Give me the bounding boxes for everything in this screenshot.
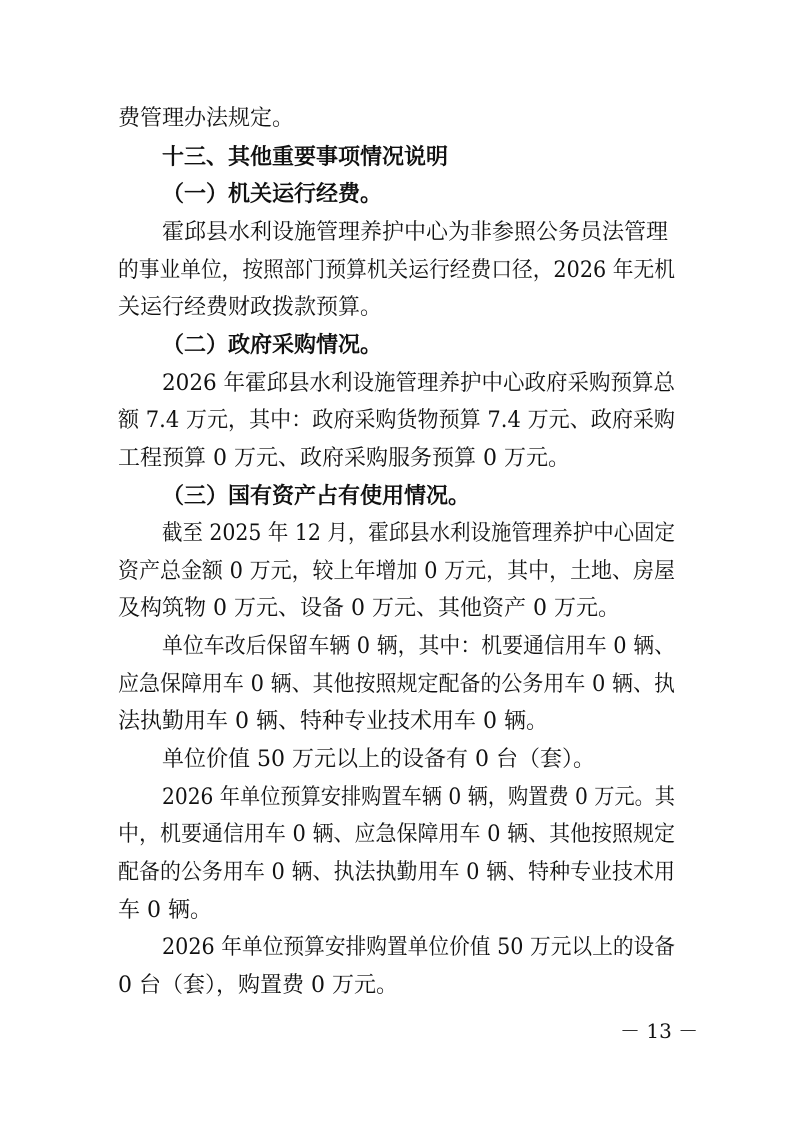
text-line: 资产总金额 0 万元，较上年增加 0 万元，其中，土地、房屋 <box>118 559 675 584</box>
text-line: 及构筑物 0 万元、设备 0 万元、其他资产 0 万元。 <box>118 596 620 621</box>
text-line: 配备的公务用车 0 辆、执法执勤用车 0 辆、特种专业技术用 <box>118 860 675 885</box>
text-line: 单位价值 50 万元以上的设备有 0 台（套）。 <box>162 747 595 772</box>
text-line: （一）机关运行经费。 <box>162 182 383 207</box>
text-line: 中，机要通信用车 0 辆、应急保障用车 0 辆、其他按照规定 <box>118 822 675 847</box>
text-line: 截至 2025 年 12 月，霍邱县水利设施管理养护中心固定 <box>162 521 675 546</box>
text-line: （二）政府采购情况。 <box>162 333 383 358</box>
text-line: 2026 年单位预算安排购置车辆 0 辆，购置费 0 万元。其 <box>162 785 676 810</box>
text-line: 0 台（套），购置费 0 万元。 <box>118 973 398 998</box>
text-line: 车 0 辆。 <box>118 898 212 923</box>
text-line: 法执勤用车 0 辆、特种专业技术用车 0 辆。 <box>118 709 548 734</box>
text-line: 2026 年霍邱县水利设施管理养护中心政府采购预算总 <box>162 371 676 396</box>
text-line: 霍邱县水利设施管理养护中心为非参照公务员法管理 <box>162 220 669 245</box>
text-line: 的事业单位，按照部门预算机关运行经费口径，2026 年无机 <box>118 258 676 283</box>
text-line: （三）国有资产占有使用情况。 <box>162 484 471 509</box>
text-line: 关运行经费财政拨款预算。 <box>118 295 383 320</box>
text-line: 费管理办法规定。 <box>118 106 295 131</box>
text-line: 2026 年单位预算安排购置单位价值 50 万元以上的设备 <box>162 935 675 960</box>
page-number: － 13 － <box>620 1019 699 1043</box>
text-line: 工程预算 0 万元、政府采购服务预算 0 万元。 <box>118 446 570 471</box>
text-line: 应急保障用车 0 辆、其他按照规定配备的公务用车 0 辆、执 <box>118 672 675 697</box>
text-line: 单位车改后保留车辆 0 辆，其中：机要通信用车 0 辆、 <box>162 634 676 659</box>
text-line: 额 7.4 万元，其中：政府采购货物预算 7.4 万元、政府采购 <box>118 408 675 433</box>
text-line: 十三、其他重要事项情况说明 <box>162 145 449 170</box>
